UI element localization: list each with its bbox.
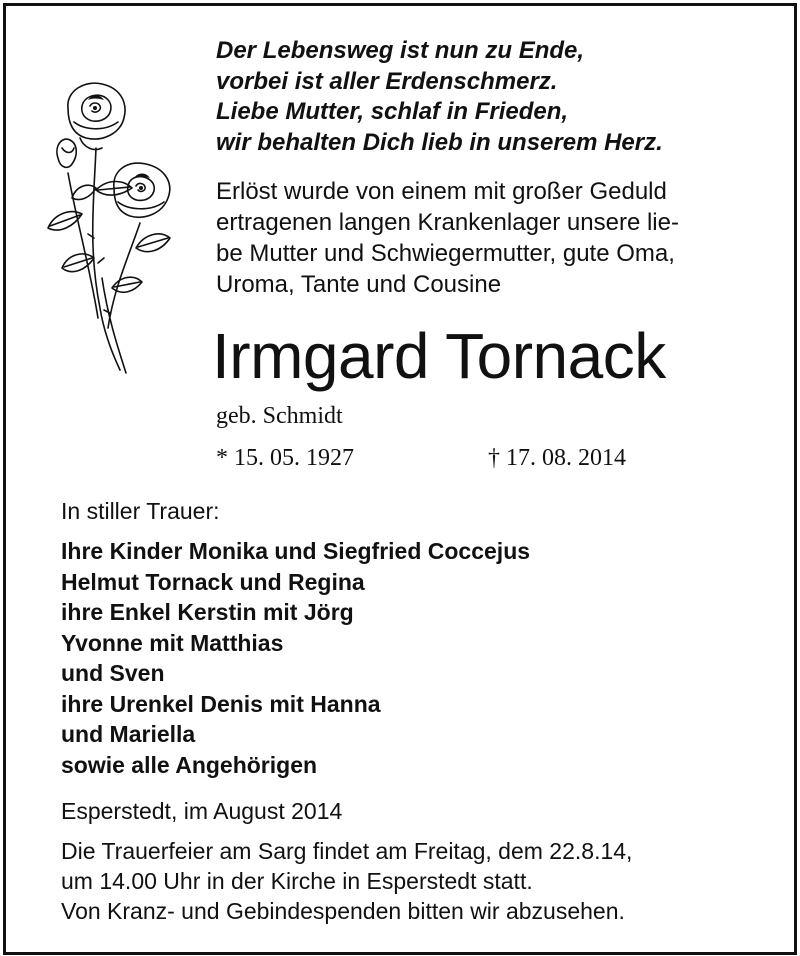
family-line: sowie alle Angehörigen (61, 751, 318, 778)
poem-line: wir behalten Dich lieb in unserem Herz. (216, 128, 663, 156)
poem-line: vorbei ist aller Erdenschmerz. (216, 67, 558, 95)
family-line: Helmut Tornack und Regina (61, 568, 365, 595)
rose-illustration (28, 78, 188, 378)
poem-line: Der Lebensweg ist nun zu Ende, (216, 37, 585, 64)
intro-line: ertragenen langen Krankenlager unsere lie- (216, 209, 679, 236)
intro-line: be Mutter und Schwiegermutter, gute Oma, (216, 240, 675, 267)
poem (216, 36, 663, 158)
family-line: Yvonne mit Matthias (61, 629, 284, 656)
mourning-heading: In stiller Trauer: (61, 498, 220, 524)
funeral-line: Von Kranz- und Gebindespenden bitten wir abzusehen. (61, 898, 625, 924)
notice-frame (3, 3, 797, 955)
death-date: † 17. 08. 2014 (488, 445, 626, 471)
family-line: ihre Enkel Kerstin mit Jörg (61, 599, 354, 625)
family-list (61, 536, 530, 780)
deceased-name: Irmgard Tornack (212, 320, 666, 392)
birth-name: geb. Schmidt (216, 403, 343, 429)
place-date: Esperstedt, im August 2014 (61, 798, 343, 824)
intro-line: Erlöst wurde von einem mit großer Geduld (216, 178, 667, 205)
family-line: ihre Urenkel Denis mit Hanna (61, 690, 381, 717)
intro-text (216, 176, 679, 300)
intro-line: Uroma, Tante und Cousine (216, 271, 502, 298)
funeral-line: um 14.00 Uhr in der Kirche in Esperstedt statt. (61, 868, 533, 894)
family-line: und Sven (61, 660, 165, 686)
birth-date: * 15. 05. 1927 (216, 445, 354, 471)
poem-line: Liebe Mutter, schlaf in Frieden, (216, 98, 569, 125)
funeral-info (61, 836, 632, 926)
funeral-line: Die Trauerfeier am Sarg findet am Freitag, dem 22.8.14, (61, 838, 633, 864)
family-line: und Mariella (61, 721, 196, 747)
family-line: Ihre Kinder Monika und Siegfried Coccejus (61, 538, 531, 564)
